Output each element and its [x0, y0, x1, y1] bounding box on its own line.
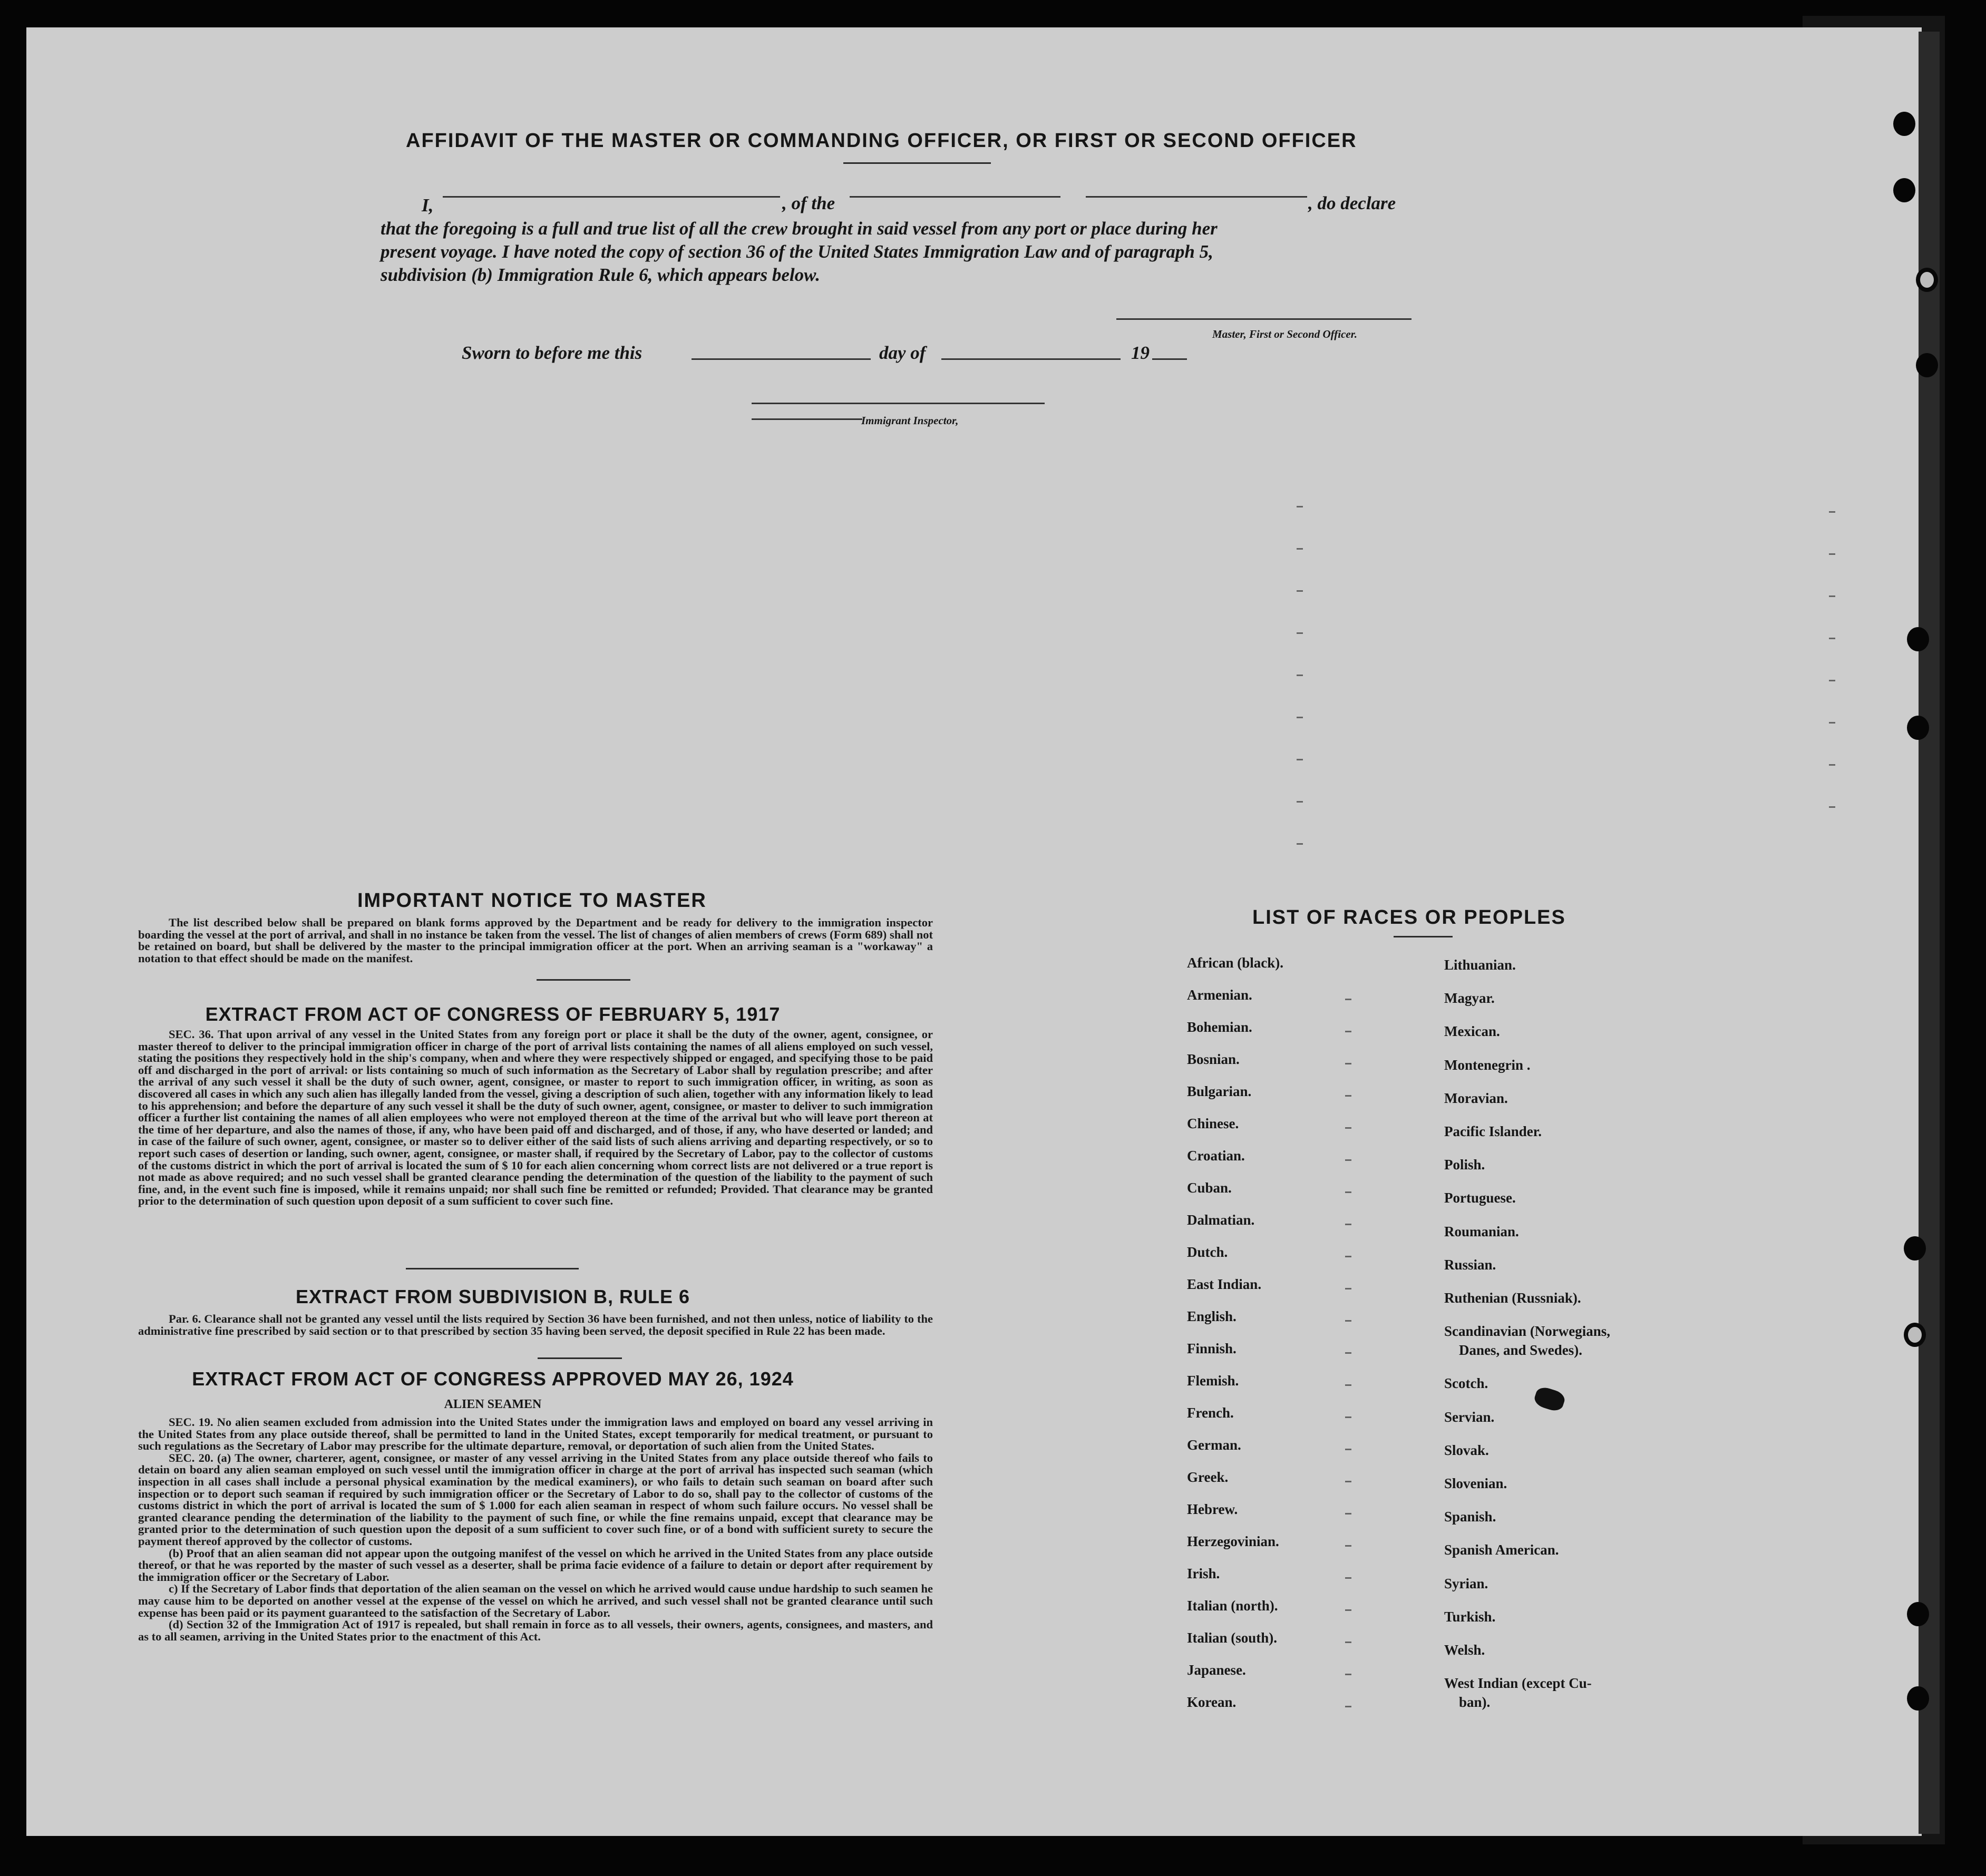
- sworn-label: Sworn to before me this: [462, 343, 642, 363]
- race-item: Croatian.: [1187, 1148, 1245, 1164]
- bleed-mark: [1297, 548, 1303, 550]
- bleed-mark: [1297, 506, 1303, 507]
- race-item: Montenegrin .: [1444, 1057, 1531, 1073]
- leader-dash: [1345, 1320, 1351, 1322]
- leader-dash: [1345, 1127, 1351, 1129]
- extract-1917-text: SEC. 36. That upon arrival of any vessel in the United States from any foreign port or place it shall be the duty of the owner, agent, consignee, or master thereof to deliver to the principal immigration officer in charge of the port of arrival lists containing the names of all aliens employed on such vessel, stating the positions they respectively hold in the ship's company, when and where they were respectively shipped or engaged, and specifying those to be paid off and discharged in the port of arrival: or lists containing so much of such information as the Secretary of Labor shall by regulation prescribe; and after the arrival of any such vessel it shall be the duty of such owner, agent, consignee, or master to report to such immigration officer, in writing, as soon as discovered all cases in which any such alien has illegally landed from the vessel, giving a description of such alien, together with any information likely to lead to his apprehension; and before the departure of any such vessel it shall be the duty of such owner, agent, consignee, or master to deliver to such immigration officer a further list containing the names of all alien employees who were not employed thereon at the time of the arrival but who will leave port thereon at the time of her departure, and also the names of those, if any, who have been paid off and discharged, and of those, if any, who have deserted or landed; and in case of the failure of such owner, agent, consignee, or master so to deliver either of the said lists of such aliens arriving and departing respectively, or so to report such cases of desertion or landing, such owner, agent, consignee, or master shall, if required by the Secretary of Labor, pay to the collector of customs of the customs district in which the port of arrival is located the sum of $ 10 for each alien concerning whom correct lists are not delivered or a true report is not made as above required; and no such vessel shall be granted clearance pending the determination of the question of the liability to the payment of such fine, and, in the event such fine is imposed, while it remains unpaid; nor shall such fine be remitted or refunded; Provided. That clearance may be granted prior to the determination of such question upon deposit of a sum sufficient to cover such fine.: [138, 1028, 933, 1208]
- race-item: Danes, and Swedes).: [1459, 1342, 1583, 1359]
- race-item: Armenian.: [1187, 987, 1252, 1003]
- race-item: Syrian.: [1444, 1575, 1488, 1591]
- leader-dash: [1345, 999, 1351, 1000]
- race-item: Turkish.: [1444, 1608, 1496, 1625]
- affidavit-of-the: , of the: [782, 193, 835, 213]
- year-prefix: 19: [1131, 343, 1150, 363]
- race-item: Servian.: [1444, 1409, 1495, 1425]
- master-name-field[interactable]: [443, 196, 780, 198]
- sworn-month-field[interactable]: [941, 358, 1121, 360]
- leader-dash: [1345, 1384, 1351, 1386]
- race-item: Greek.: [1187, 1469, 1229, 1485]
- notice-title: IMPORTANT NOTICE TO MASTER: [357, 890, 707, 912]
- affidavit-line4: subdivision (b) Immigration Rule 6, which appears below.: [381, 265, 820, 285]
- punch-hole: [1904, 1236, 1926, 1261]
- race-item: Korean.: [1187, 1694, 1237, 1710]
- race-item: English.: [1187, 1308, 1237, 1324]
- race-item: Lithuanian.: [1444, 957, 1516, 973]
- bleed-mark: [1829, 638, 1835, 639]
- race-item: Italian (south).: [1187, 1630, 1278, 1646]
- punch-hole: [1907, 627, 1929, 651]
- leader-dash: [1345, 1545, 1351, 1547]
- officer-signature-field[interactable]: [1116, 318, 1411, 320]
- affidavit-line3: present voyage. I have noted the copy of section 36 of the United States Immigration Law and of paragraph 5,: [381, 241, 1213, 262]
- race-item: Bosnian.: [1187, 1051, 1240, 1067]
- race-item: Slovenian.: [1444, 1476, 1507, 1491]
- bleed-mark: [1829, 553, 1835, 555]
- bleed-mark: [1829, 764, 1835, 766]
- leader-dash: [1345, 1256, 1351, 1257]
- affidavit-title: AFFIDAVIT OF THE MASTER OR COMMANDING OFFICER, OR FIRST OR SECOND OFFICER: [406, 130, 1357, 152]
- race-item: Pacific Islander.: [1444, 1123, 1542, 1139]
- race-item: Dalmatian.: [1187, 1212, 1255, 1228]
- race-item: Portuguese.: [1444, 1190, 1516, 1206]
- extract-rule6-title: EXTRACT FROM SUBDIVISION B, RULE 6: [295, 1286, 690, 1307]
- bleed-mark: [1829, 806, 1835, 808]
- inspector-signature-field[interactable]: [752, 403, 1045, 404]
- bleed-mark: [1829, 680, 1835, 681]
- race-item: Spanish.: [1444, 1509, 1496, 1525]
- leader-dash: [1345, 1609, 1351, 1611]
- race-item: Finnish.: [1187, 1341, 1237, 1356]
- race-item: Japanese.: [1187, 1662, 1246, 1678]
- punch-hole: [1916, 268, 1938, 292]
- bleed-mark: [1297, 759, 1303, 760]
- race-item: Roumanian.: [1444, 1223, 1519, 1239]
- leader-dash: [1345, 1674, 1351, 1675]
- extract-rule6-text: Par. 6. Clearance shall not be granted any vessel until the lists required by Section 36 have been furnished, and not then unless, notice of liability to the administrative fine prescribed by said section or to that prescribed by section 35 having been served, the deposit specified in Rule 22 has been made.: [138, 1312, 933, 1337]
- bleed-mark: [1297, 843, 1303, 845]
- signature-caption: Master, First or Second Officer.: [1212, 328, 1357, 340]
- leader-dash: [1345, 1159, 1351, 1161]
- divider: [1394, 936, 1453, 937]
- leader-dash: [1345, 1416, 1351, 1418]
- vessel-name-field[interactable]: [1086, 196, 1307, 198]
- affidavit-line2: that the foregoing is a full and true list of all the crew brought in said vessel from any port or place during her: [381, 218, 1218, 239]
- extract-1924-text: SEC. 19. No alien seamen excluded from admission into the United States under the immigration laws and employed on board any vessel arriving in the United States from any place outside thereof, shall be permitted to land in the United States, except temporarily for medical treatment, or pursuant to such regulations as the Secretary of Labor may prescribe for the ultimate departure, removal, or deportation of such alien from the United States. SEC. 20. (a) The owner, charterer, agent, consignee, or master of any vessel arriving in the United States from any place outside thereof who fails to detain on board any alien seaman employed on such vessel until the immigration officer in charge at the port of arrival has inspected such seaman (which inspection in all cases shall include a personal physical examination by the medical examiners), or who fails to detain such seaman on board after such inspection or to deport such seaman if required by such immigration officer or the Secretary of Labor to do so, shall pay to the collector of customs of the customs district in which the port of arrival is located the sum of $ 1.000 for each alien seaman in respect of whom such failure occurs. No vessel shall be granted clearance pending the determination of the liability to the payment of such fine, or while the fine remains unpaid, except that clearance may be granted prior to the determination of such question upon the deposit of a sum sufficient to cover such fine, or of a bond with sufficient surety to secure the payment thereof approved by the collector of customs. (b) Proof that an alien seaman did not appear upon the outgoing manifest of the vessel on which he arrived in the United States from any place outside thereof, or that he was reported by the master of such vessel as a deserter, shall be prima facie evidence of a failure to detain or deport after requirement by the immigration officer or the Secretary of Labor. c) If the Secretary of Labor finds that deportation of the alien seaman on the vessel on which he arrived would cause undue hardship to such seamen he may cause him to be deported on another vessel at the expense of the vessel on which he arrived, and such vessel shall not be granted clearance until such expense has been paid or its payment guaranteed to the satisfaction of the Secretary of Labor. (d) Section 32 of the Immigration Act of 1917 is repealed, but shall remain in force as to all vessels, their owners, agents, consignees, and masters, and as to all seamen, arriving in the United States prior to the enactment of this Act.: [138, 1415, 933, 1643]
- leader-dash: [1345, 1642, 1351, 1643]
- leader-dash: [1345, 1224, 1351, 1225]
- race-item: Welsh.: [1444, 1642, 1485, 1658]
- sworn-day-field[interactable]: [692, 358, 871, 360]
- bleed-mark: [1829, 511, 1835, 513]
- vessel-field[interactable]: [850, 196, 1060, 198]
- bleed-mark: [1297, 590, 1303, 592]
- leader-dash: [1345, 1031, 1351, 1032]
- punch-hole: [1893, 112, 1915, 136]
- bleed-mark: [1297, 632, 1303, 634]
- leader-dash: [1345, 1288, 1351, 1289]
- race-item: Flemish.: [1187, 1373, 1239, 1389]
- divider: [538, 1357, 622, 1359]
- bleed-mark: [1297, 675, 1303, 676]
- race-item: Hebrew.: [1187, 1501, 1238, 1517]
- race-item: Scandinavian (Norwegians,: [1444, 1323, 1611, 1340]
- race-item: Slovak.: [1444, 1442, 1489, 1458]
- leader-dash: [1345, 1513, 1351, 1515]
- divider: [843, 162, 991, 164]
- inspector-underline: [752, 418, 862, 420]
- extract-1924-title: EXTRACT FROM ACT OF CONGRESS APPROVED MAY 26, 1924: [192, 1368, 794, 1390]
- race-item: Bulgarian.: [1187, 1083, 1252, 1099]
- race-item: Bohemian.: [1187, 1019, 1252, 1035]
- punch-hole: [1916, 353, 1938, 377]
- race-item: Moravian.: [1444, 1090, 1508, 1106]
- punch-hole: [1907, 1602, 1929, 1626]
- race-item: Scotch.: [1444, 1375, 1488, 1392]
- race-item: Magyar.: [1444, 990, 1495, 1007]
- inspector-caption: Immigrant Inspector,: [861, 414, 959, 427]
- leader-dash: [1345, 1063, 1351, 1064]
- race-item: Spanish American.: [1444, 1542, 1559, 1558]
- affidavit-i-label: I,: [422, 195, 434, 216]
- race-item: Cuban.: [1187, 1180, 1232, 1196]
- race-item: Russian.: [1444, 1256, 1496, 1273]
- race-item: Ruthenian (Russniak).: [1444, 1290, 1581, 1306]
- punch-hole: [1893, 178, 1915, 202]
- leader-dash: [1345, 1706, 1351, 1707]
- race-item: French.: [1187, 1405, 1234, 1421]
- punch-hole: [1907, 716, 1929, 740]
- divider: [406, 1268, 579, 1269]
- divider: [537, 979, 630, 981]
- leader-dash: [1345, 1352, 1351, 1354]
- day-of-label: day of: [879, 343, 926, 363]
- race-item: Italian (north).: [1187, 1598, 1278, 1614]
- race-item: Mexican.: [1444, 1023, 1500, 1040]
- race-item: West Indian (except Cu-: [1444, 1675, 1592, 1692]
- leader-dash: [1345, 1191, 1351, 1193]
- leader-dash: [1345, 1481, 1351, 1482]
- race-item: East Indian.: [1187, 1276, 1262, 1292]
- race-item: Chinese.: [1187, 1116, 1239, 1131]
- race-item: German.: [1187, 1437, 1241, 1453]
- race-item: Herzegovinian.: [1187, 1533, 1279, 1549]
- notice-text: The list described below shall be prepared on blank forms approved by the Department and be ready for delivery to the immigration inspector boarding the vessel at the port of arrival, and shall in no instance be taken from the vessel. The list of changes of alien members of crews (Form 689) shall not be retained on board, but shall be delivered by the master to the principal immigration officer at the port. When an arriving seaman is a "workaway" a notation to that effect should be made on the manifest.: [138, 916, 933, 965]
- binding-strip: [1919, 32, 1940, 1834]
- race-item: ban).: [1459, 1694, 1491, 1711]
- leader-dash: [1345, 1577, 1351, 1579]
- race-item: Dutch.: [1187, 1244, 1228, 1260]
- race-item: Irish.: [1187, 1566, 1220, 1581]
- race-item: African (black).: [1187, 955, 1283, 971]
- races-title: LIST OF RACES OR PEOPLES: [1252, 906, 1566, 929]
- race-item: Polish.: [1444, 1157, 1485, 1173]
- bleed-mark: [1829, 722, 1835, 724]
- punch-hole: [1907, 1686, 1929, 1711]
- leader-dash: [1345, 1449, 1351, 1450]
- alien-seamen-subtitle: ALIEN SEAMEN: [444, 1398, 542, 1411]
- affidavit-declare: , do declare: [1308, 193, 1396, 213]
- leader-dash: [1345, 1095, 1351, 1097]
- extract-1917-title: EXTRACT FROM ACT OF CONGRESS OF FEBRUARY 5, 1917: [205, 1003, 781, 1025]
- bleed-mark: [1829, 595, 1835, 597]
- sworn-year-field[interactable]: [1152, 358, 1187, 360]
- bleed-mark: [1297, 801, 1303, 803]
- bleed-mark: [1297, 717, 1303, 718]
- punch-hole: [1904, 1323, 1926, 1347]
